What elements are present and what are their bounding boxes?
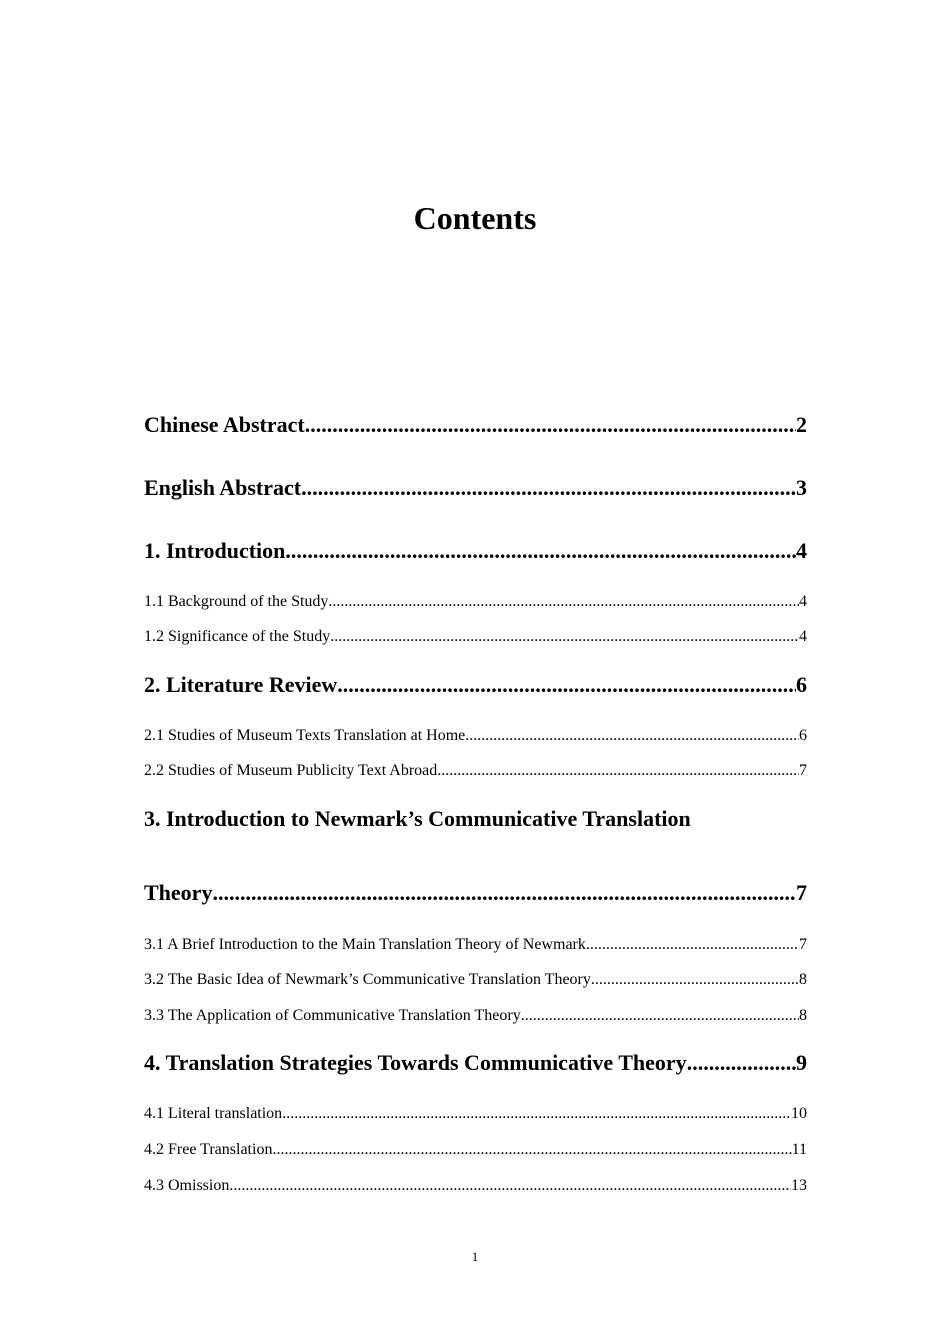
dot-leader: [212, 878, 796, 908]
toc-entry-significance[interactable]: [144, 626, 807, 648]
toc-entry-label: 2.1 Studies of Museum Texts Translation at Home: [144, 727, 466, 744]
toc-entry-label: Theory: [144, 880, 213, 905]
toc-entry-chinese-abstract[interactable]: [144, 410, 807, 440]
dot-leader: [328, 591, 799, 613]
dot-leader: [437, 760, 799, 782]
toc-entry-label: 2.2 Studies of Museum Publicity Text Abroad: [144, 762, 438, 779]
toc-entry-page: 7: [796, 880, 807, 905]
toc-entry-page: 7: [799, 936, 807, 953]
toc-entry-label: 4.1 Literal translation: [144, 1105, 283, 1122]
toc-entry-label: 1.2 Significance of the Study: [144, 628, 331, 645]
toc-entry-application[interactable]: [144, 1005, 807, 1027]
dot-leader: [586, 934, 799, 956]
toc-entry-page: 9: [796, 1050, 807, 1075]
toc-entry-label: 1.1 Background of the Study: [144, 593, 329, 610]
toc-entry-page: 2: [796, 412, 807, 437]
toc-entry-translation-strategies[interactable]: [144, 1048, 807, 1078]
dot-leader: [305, 410, 796, 440]
toc-entry-label: 3.3 The Application of Communicative Translation Theory: [144, 1007, 521, 1024]
toc-entry-literature-review[interactable]: [144, 670, 807, 700]
dot-leader: [330, 626, 799, 648]
dot-leader: [285, 536, 796, 566]
toc-entry-page: 3: [796, 475, 807, 500]
toc-entry-page: 4: [799, 628, 807, 645]
dot-leader: [591, 969, 799, 991]
toc-entry-english-abstract[interactable]: [144, 473, 807, 503]
toc-entry-newmark-theory-line1[interactable]: 3. Introduction to Newmark’s Communicative Translation: [144, 806, 691, 831]
toc-entry-page: 10: [791, 1105, 807, 1122]
dot-leader: [272, 1139, 791, 1161]
dot-leader: [687, 1048, 796, 1078]
toc-entry-page: 4: [796, 538, 807, 563]
toc-entry-page: 8: [799, 1007, 807, 1024]
toc-entry-page: 11: [791, 1141, 807, 1158]
toc-entry-label: 3.2 The Basic Idea of Newmark’s Communicative Translation Theory: [144, 971, 591, 988]
toc-entry-literal-translation[interactable]: [144, 1103, 807, 1125]
toc-entry-studies-abroad[interactable]: [144, 760, 807, 782]
dot-leader: [337, 670, 796, 700]
toc-entry-omission[interactable]: [144, 1175, 807, 1197]
toc-entry-label: 4.2 Free Translation: [144, 1141, 273, 1158]
toc-entry-label: English Abstract: [144, 475, 302, 500]
toc-entry-label: 3.1 A Brief Introduction to the Main Translation Theory of Newmark: [144, 936, 586, 953]
toc-entry-label: 4.3 Omission: [144, 1177, 230, 1194]
toc-entry-studies-at-home[interactable]: [144, 725, 807, 747]
toc-entry-page: 6: [799, 727, 807, 744]
toc-entry-page: 7: [799, 762, 807, 779]
toc-entry-page: 4: [799, 593, 807, 610]
dot-leader: [301, 473, 796, 503]
toc-entry-label: 2. Literature Review: [144, 672, 338, 697]
toc-entry-brief-introduction[interactable]: [144, 934, 807, 956]
toc-entry-introduction[interactable]: [144, 536, 807, 566]
page-number: 1: [471, 1249, 479, 1264]
toc-entry-page: 13: [791, 1177, 807, 1194]
toc-entry-page: 8: [799, 971, 807, 988]
toc-entry-basic-idea[interactable]: [144, 969, 807, 991]
dot-leader: [229, 1175, 791, 1197]
toc-entry-label: Chinese Abstract: [144, 412, 305, 437]
toc-entry-free-translation[interactable]: [144, 1139, 807, 1161]
toc-entry-label: 4. Translation Strategies Towards Communicative Theory: [144, 1050, 687, 1075]
toc-entry-background[interactable]: [144, 591, 807, 613]
page-title: Contents: [413, 200, 537, 236]
dot-leader: [282, 1103, 791, 1125]
toc-entry-newmark-theory[interactable]: [144, 878, 807, 908]
toc-entry-label: 1. Introduction: [144, 538, 286, 563]
toc-entry-page: 6: [796, 672, 807, 697]
dot-leader: [521, 1005, 799, 1027]
dot-leader: [465, 725, 799, 747]
